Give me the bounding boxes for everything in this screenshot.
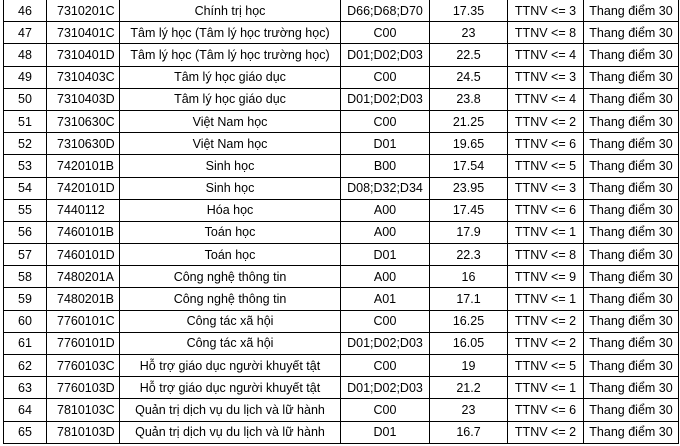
cell-major-code: 7310401D	[47, 44, 120, 66]
cell-cutoff-score: 22.5	[430, 44, 508, 66]
cell-subject-combination: D01	[341, 133, 430, 155]
cell-stt: 49	[4, 66, 47, 88]
cell-score-scale: Thang điểm 30	[584, 266, 679, 288]
cell-score-scale: Thang điểm 30	[584, 377, 679, 399]
cell-cutoff-score: 16.7	[430, 421, 508, 443]
cell-subject-combination: C00	[341, 310, 430, 332]
cell-score-scale: Thang điểm 30	[584, 177, 679, 199]
table-row	[4, 244, 679, 266]
cell-score-scale: Thang điểm 30	[584, 421, 679, 443]
cell-priority-criteria: TTNV <= 1	[508, 288, 584, 310]
cell-score-scale: Thang điểm 30	[584, 332, 679, 354]
table-row	[4, 44, 679, 66]
cell-stt: 54	[4, 177, 47, 199]
table-row	[4, 177, 679, 199]
cell-priority-criteria: TTNV <= 2	[508, 110, 584, 132]
cell-major-code: 7310630D	[47, 133, 120, 155]
cell-priority-criteria: TTNV <= 4	[508, 88, 584, 110]
cell-major-name: Công tác xã hội	[120, 310, 341, 332]
cell-priority-criteria: TTNV <= 9	[508, 266, 584, 288]
table-row	[4, 355, 679, 377]
table-row	[4, 221, 679, 243]
cell-stt: 52	[4, 133, 47, 155]
cell-major-code: 7310403C	[47, 66, 120, 88]
cell-stt: 58	[4, 266, 47, 288]
cell-score-scale: Thang điểm 30	[584, 244, 679, 266]
table-row	[4, 66, 679, 88]
cell-score-scale: Thang điểm 30	[584, 199, 679, 221]
cell-subject-combination: C00	[341, 399, 430, 421]
cell-major-name: Công nghệ thông tin	[120, 266, 341, 288]
table-row	[4, 22, 679, 44]
cell-subject-combination: C00	[341, 110, 430, 132]
cell-major-code: 7460101D	[47, 244, 120, 266]
cell-major-name: Công tác xã hội	[120, 332, 341, 354]
cell-priority-criteria: TTNV <= 2	[508, 332, 584, 354]
cell-major-code: 7420101D	[47, 177, 120, 199]
cell-subject-combination: A00	[341, 199, 430, 221]
cell-cutoff-score: 17.54	[430, 155, 508, 177]
cell-subject-combination: D01;D02;D03	[341, 377, 430, 399]
cell-cutoff-score: 24.5	[430, 66, 508, 88]
cell-priority-criteria: TTNV <= 6	[508, 133, 584, 155]
table-row	[4, 0, 679, 22]
cell-cutoff-score: 16.05	[430, 332, 508, 354]
cell-priority-criteria: TTNV <= 2	[508, 310, 584, 332]
cell-major-name: Sinh học	[120, 155, 341, 177]
cell-major-code: 7310403D	[47, 88, 120, 110]
cell-subject-combination: D66;D68;D70	[341, 0, 430, 22]
cell-cutoff-score: 19.65	[430, 133, 508, 155]
cell-cutoff-score: 19	[430, 355, 508, 377]
cell-cutoff-score: 17.1	[430, 288, 508, 310]
table-row	[4, 199, 679, 221]
cell-subject-combination: C00	[341, 22, 430, 44]
cell-cutoff-score: 21.2	[430, 377, 508, 399]
cell-major-name: Tâm lý học giáo dục	[120, 66, 341, 88]
cell-subject-combination: D01;D02;D03	[341, 44, 430, 66]
table-row	[4, 377, 679, 399]
cell-major-name: Công nghệ thông tin	[120, 288, 341, 310]
table-row	[4, 110, 679, 132]
table-row	[4, 310, 679, 332]
table-row	[4, 88, 679, 110]
cell-priority-criteria: TTNV <= 8	[508, 22, 584, 44]
cell-major-name: Toán học	[120, 244, 341, 266]
table-row	[4, 155, 679, 177]
cell-stt: 51	[4, 110, 47, 132]
cell-major-name: Quản trị dịch vụ du lịch và lữ hành	[120, 399, 341, 421]
cell-major-name: Tâm lý học giáo dục	[120, 88, 341, 110]
cell-subject-combination: A00	[341, 221, 430, 243]
cell-subject-combination: D01	[341, 421, 430, 443]
cell-cutoff-score: 17.45	[430, 199, 508, 221]
cell-major-name: Hỗ trợ giáo dục người khuyết tật	[120, 355, 341, 377]
cell-major-name: Quản trị dịch vụ du lịch và lữ hành	[120, 421, 341, 443]
table-body	[4, 0, 679, 443]
cell-score-scale: Thang điểm 30	[584, 355, 679, 377]
cell-score-scale: Thang điểm 30	[584, 399, 679, 421]
cell-stt: 61	[4, 332, 47, 354]
cell-cutoff-score: 21.25	[430, 110, 508, 132]
cell-subject-combination: D08;D32;D34	[341, 177, 430, 199]
cell-cutoff-score: 23.95	[430, 177, 508, 199]
cell-subject-combination: A01	[341, 288, 430, 310]
cell-major-code: 7480201A	[47, 266, 120, 288]
cell-major-code: 7760103C	[47, 355, 120, 377]
cell-score-scale: Thang điểm 30	[584, 22, 679, 44]
cell-priority-criteria: TTNV <= 5	[508, 155, 584, 177]
cell-stt: 59	[4, 288, 47, 310]
cell-major-code: 7310401C	[47, 22, 120, 44]
cell-subject-combination: C00	[341, 355, 430, 377]
cell-major-name: Sinh học	[120, 177, 341, 199]
table-row	[4, 399, 679, 421]
cell-major-name: Việt Nam học	[120, 133, 341, 155]
cell-major-name: Toán học	[120, 221, 341, 243]
cell-score-scale: Thang điểm 30	[584, 155, 679, 177]
cell-cutoff-score: 16	[430, 266, 508, 288]
cell-stt: 60	[4, 310, 47, 332]
cell-cutoff-score: 23	[430, 22, 508, 44]
cell-major-name: Việt Nam học	[120, 110, 341, 132]
cell-stt: 53	[4, 155, 47, 177]
cell-score-scale: Thang điểm 30	[584, 221, 679, 243]
cell-subject-combination: D01;D02;D03	[341, 332, 430, 354]
cell-score-scale: Thang điểm 30	[584, 310, 679, 332]
cell-cutoff-score: 17.9	[430, 221, 508, 243]
cell-priority-criteria: TTNV <= 3	[508, 66, 584, 88]
cell-cutoff-score: 17.35	[430, 0, 508, 22]
cell-stt: 56	[4, 221, 47, 243]
cell-major-code: 7420101B	[47, 155, 120, 177]
cell-stt: 57	[4, 244, 47, 266]
cell-score-scale: Thang điểm 30	[584, 133, 679, 155]
cell-major-code: 7760101C	[47, 310, 120, 332]
cell-major-name: Chính trị học	[120, 0, 341, 22]
cell-stt: 65	[4, 421, 47, 443]
cell-priority-criteria: TTNV <= 4	[508, 44, 584, 66]
cell-priority-criteria: TTNV <= 3	[508, 177, 584, 199]
cell-major-name: Tâm lý học (Tâm lý học trường học)	[120, 44, 341, 66]
cell-priority-criteria: TTNV <= 1	[508, 221, 584, 243]
cell-major-code: 7760101D	[47, 332, 120, 354]
cell-major-code: 7810103C	[47, 399, 120, 421]
cell-priority-criteria: TTNV <= 3	[508, 0, 584, 22]
cell-cutoff-score: 22.3	[430, 244, 508, 266]
cell-major-name: Hóa học	[120, 199, 341, 221]
table-row	[4, 332, 679, 354]
cell-stt: 62	[4, 355, 47, 377]
cell-priority-criteria: TTNV <= 8	[508, 244, 584, 266]
cell-subject-combination: A00	[341, 266, 430, 288]
table-row	[4, 133, 679, 155]
cell-priority-criteria: TTNV <= 6	[508, 399, 584, 421]
cell-major-code: 7310630C	[47, 110, 120, 132]
cell-priority-criteria: TTNV <= 6	[508, 199, 584, 221]
cell-stt: 47	[4, 22, 47, 44]
cell-subject-combination: D01	[341, 244, 430, 266]
cell-cutoff-score: 16.25	[430, 310, 508, 332]
cell-major-code: 7760103D	[47, 377, 120, 399]
cell-priority-criteria: TTNV <= 1	[508, 377, 584, 399]
cell-score-scale: Thang điểm 30	[584, 44, 679, 66]
cell-score-scale: Thang điểm 30	[584, 88, 679, 110]
cell-major-code: 7480201B	[47, 288, 120, 310]
cell-score-scale: Thang điểm 30	[584, 0, 679, 22]
cell-stt: 63	[4, 377, 47, 399]
cell-stt: 46	[4, 0, 47, 22]
cell-score-scale: Thang điểm 30	[584, 110, 679, 132]
cell-major-name: Hỗ trợ giáo dục người khuyết tật	[120, 377, 341, 399]
cell-stt: 48	[4, 44, 47, 66]
cell-subject-combination: D01;D02;D03	[341, 88, 430, 110]
cell-priority-criteria: TTNV <= 2	[508, 421, 584, 443]
cell-score-scale: Thang điểm 30	[584, 288, 679, 310]
table-row	[4, 266, 679, 288]
cell-score-scale: Thang điểm 30	[584, 66, 679, 88]
admission-scores-table	[3, 0, 679, 444]
cell-subject-combination: C00	[341, 66, 430, 88]
cell-major-code: 7440112	[47, 199, 120, 221]
cell-cutoff-score: 23	[430, 399, 508, 421]
cell-cutoff-score: 23.8	[430, 88, 508, 110]
cell-stt: 50	[4, 88, 47, 110]
cell-major-name: Tâm lý học (Tâm lý học trường học)	[120, 22, 341, 44]
cell-major-code: 7310201C	[47, 0, 120, 22]
table-row	[4, 421, 679, 443]
cell-subject-combination: B00	[341, 155, 430, 177]
cell-stt: 64	[4, 399, 47, 421]
cell-stt: 55	[4, 199, 47, 221]
table-row	[4, 288, 679, 310]
cell-major-code: 7460101B	[47, 221, 120, 243]
cell-major-code: 7810103D	[47, 421, 120, 443]
cell-priority-criteria: TTNV <= 5	[508, 355, 584, 377]
